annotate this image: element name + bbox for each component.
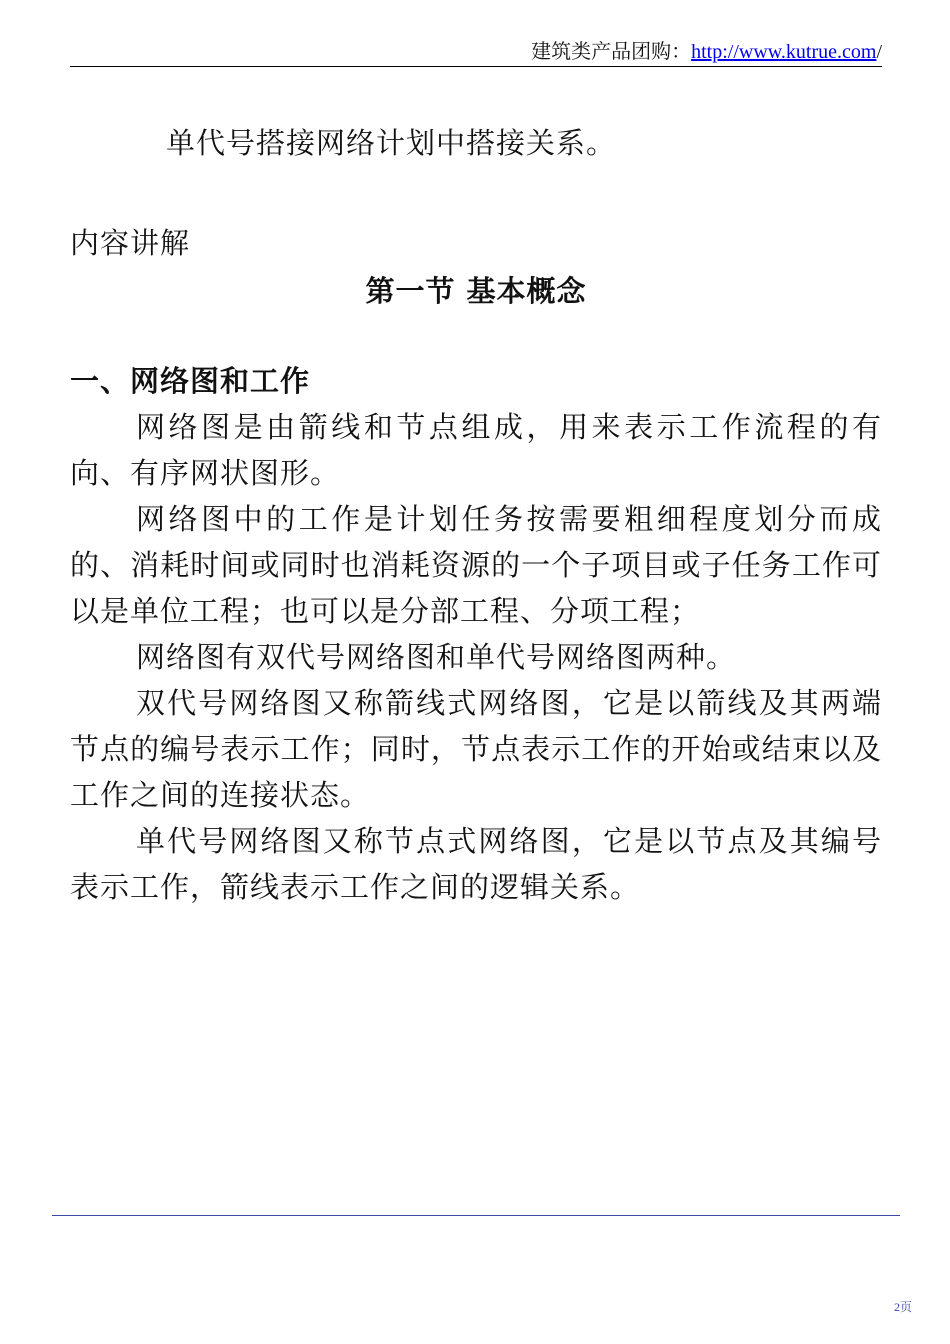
document-body bbox=[70, 120, 882, 910]
header-slash: / bbox=[876, 41, 882, 63]
header-link[interactable]: http://www.kutrue.com bbox=[691, 41, 877, 63]
footer-divider bbox=[52, 1215, 900, 1216]
page-header bbox=[70, 36, 882, 67]
paragraph: 网络图是由箭线和节点组成，用来表示工作流程的有向、有序网状图形。 bbox=[70, 410, 882, 490]
paragraph: 单代号网络图又称节点式网络图，它是以节点及其编号表示工作，箭线表示工作之间的逻辑关系。 bbox=[70, 824, 882, 904]
spacer bbox=[70, 166, 882, 220]
spacer bbox=[70, 314, 882, 358]
page-number: 2页 bbox=[893, 1300, 912, 1314]
section-label: 内容讲解 bbox=[70, 226, 191, 260]
intro-line: 单代号搭接网络计划中搭接关系。 bbox=[166, 126, 617, 160]
header-label: 建筑类产品团购： bbox=[531, 39, 692, 63]
chapter-title: 第一节 基本概念 bbox=[365, 274, 587, 308]
paragraph: 双代号网络图又称箭线式网络图，它是以箭线及其两端节点的编号表示工作；同时，节点表示工作的开始或结束以及工作之间的连接状态。 bbox=[70, 686, 882, 812]
paragraph: 网络图有双代号网络图和单代号网络图两种。 bbox=[136, 640, 737, 674]
heading-network-and-work: 一、网络图和工作 bbox=[70, 364, 311, 398]
paragraph: 网络图中的工作是计划任务按需要粗细程度划分而成的、消耗时间或同时也消耗资源的一个子项目或子任务工作可以是单位工程；也可以是分部工程、分项工程； bbox=[70, 502, 882, 628]
